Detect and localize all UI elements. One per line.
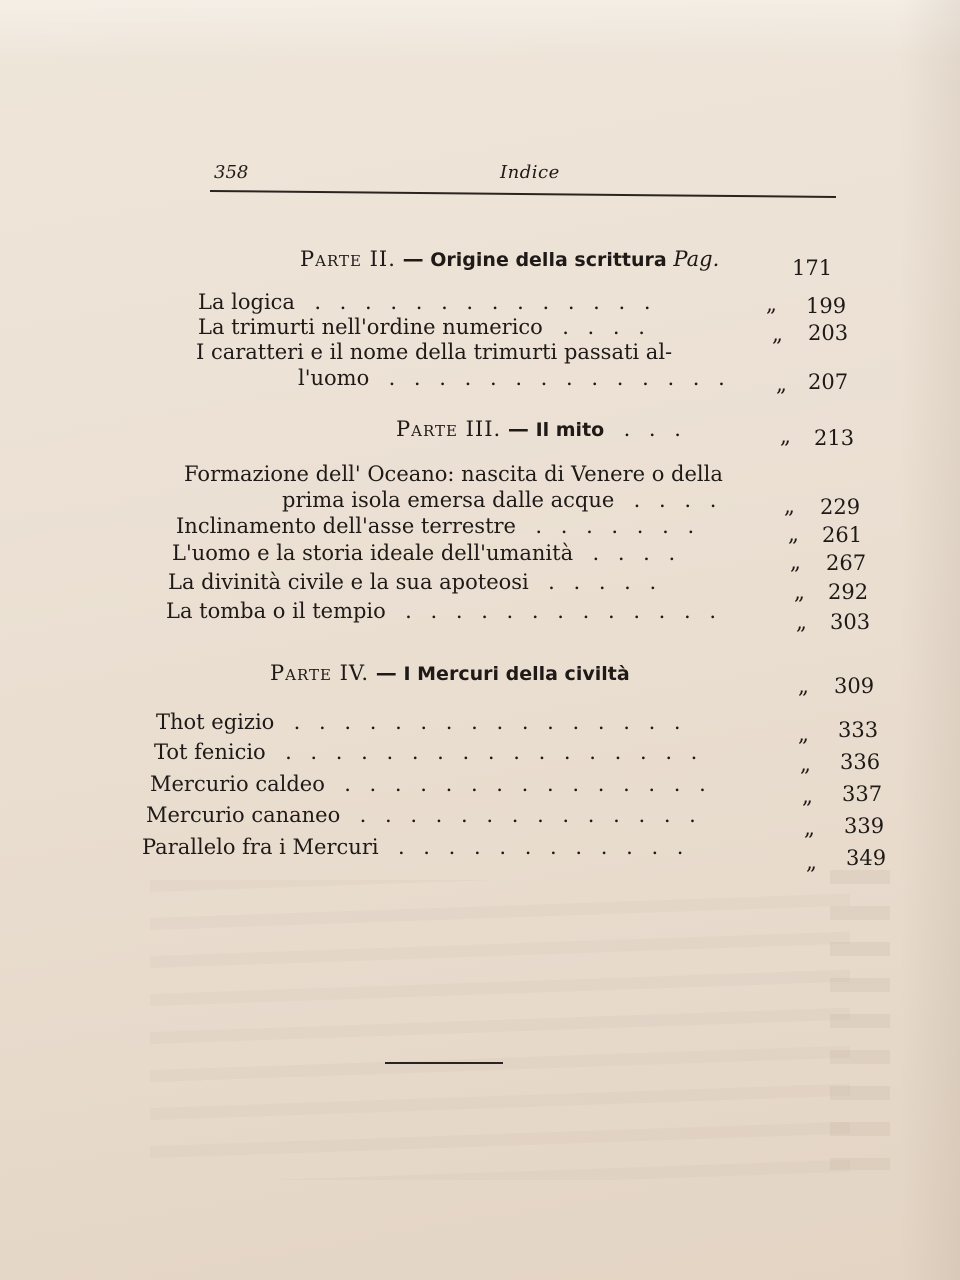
ditto-mark: „	[776, 372, 787, 396]
entry-title: La logica	[198, 290, 295, 314]
ditto-mark: „	[784, 494, 795, 518]
leader-dots: . . . . .	[535, 570, 663, 594]
entry-page: 261	[822, 523, 863, 547]
entry-page: 339	[844, 814, 885, 838]
leader-dots: . . . .	[579, 541, 682, 565]
ditto-mark: „	[794, 580, 805, 604]
entry-title-cont: prima isola emersa dalle acque	[282, 488, 615, 512]
entry-title: La divinità civile e la sua apoteosi	[168, 570, 529, 594]
entry-title: La trimurti nell'ordine numerico	[198, 315, 543, 339]
show-through-texture	[150, 880, 850, 1180]
entry-page: 199	[806, 294, 847, 318]
entry-page: 303	[830, 610, 871, 634]
toc-entry	[146, 803, 702, 827]
part-page: 213	[814, 426, 855, 450]
ditto-mark: „	[802, 784, 813, 808]
leader-dots: . . . .	[621, 488, 723, 512]
entry-page: 333	[838, 718, 879, 742]
part-heading	[270, 660, 630, 685]
closing-rule	[385, 1062, 503, 1064]
ditto-mark: „	[772, 322, 783, 346]
entry-title: Mercurio caldeo	[150, 772, 325, 796]
leader-dots: . . .	[610, 417, 687, 441]
header-rule	[210, 190, 836, 198]
part-dash: —	[402, 246, 424, 271]
leader-dots: . . . . . . .	[522, 514, 701, 538]
ditto-mark: „	[788, 522, 799, 546]
leader-dots: . . . . . . . . . . . . . . . . .	[272, 740, 704, 764]
leader-dots: . . . . . . . . . . . . .	[392, 599, 723, 623]
entry-page: 337	[842, 782, 883, 806]
part-page: 309	[834, 674, 875, 698]
page-number: 358	[214, 162, 249, 183]
leader-dots: . . . . . . . . . . . . . .	[301, 290, 657, 314]
page-highlight	[0, 0, 960, 60]
toc-entry	[198, 315, 651, 339]
page-shadow	[900, 0, 960, 1280]
entry-title: Mercurio cananeo	[146, 803, 341, 827]
ditto-mark: „	[804, 816, 815, 840]
pag-label: Pag.	[673, 247, 720, 271]
ditto-mark: „	[798, 722, 809, 746]
toc-entry	[184, 462, 723, 486]
entry-title: I caratteri e il nome della trimurti passati al-	[196, 340, 673, 364]
entry-title: Tot fenicio	[154, 740, 266, 764]
toc-entry	[198, 290, 657, 314]
entry-title: L'uomo e la storia ideale dell'umanità	[172, 541, 574, 565]
part-heading	[300, 246, 719, 271]
part-title: Origine della scrittura	[430, 249, 667, 271]
ditto-mark: „	[798, 674, 809, 698]
toc-entry	[142, 835, 689, 859]
entry-title-cont: l'uomo	[298, 366, 370, 390]
toc-entry	[156, 710, 687, 734]
leader-dots: . . . . . . . . . . . . . . .	[331, 772, 712, 796]
leader-dots: . . . . . . . . . . . . . .	[346, 803, 702, 827]
toc-entry	[150, 772, 712, 796]
entry-page: 292	[828, 580, 869, 604]
toc-entry	[176, 514, 700, 538]
leader-dots: . . . . . . . . . . . . . . . .	[281, 710, 687, 734]
part-label: Parte II.	[300, 247, 396, 271]
leader-dots: . . . . . . . . . . . .	[385, 835, 690, 859]
toc-entry	[168, 570, 662, 594]
entry-page: 203	[808, 321, 849, 345]
ditto-mark: „	[806, 850, 817, 874]
part-label: Parte III.	[396, 417, 502, 441]
toc-entry	[172, 541, 681, 565]
ditto-mark: „	[796, 610, 807, 634]
entry-page: 349	[846, 846, 887, 870]
entry-page: 336	[840, 750, 881, 774]
toc-entry	[154, 740, 703, 764]
part-label: Parte IV.	[270, 661, 370, 685]
ditto-mark: „	[790, 550, 801, 574]
part-title: I Mercuri della civiltà	[403, 663, 630, 685]
toc-entry-continued	[282, 488, 722, 512]
toc-entry	[166, 599, 722, 623]
part-dash: —	[507, 416, 529, 441]
ditto-mark: „	[780, 424, 791, 448]
entry-title: La tomba o il tempio	[166, 599, 386, 623]
leader-dots: . . . .	[549, 315, 651, 339]
entry-page: 207	[808, 370, 849, 394]
entry-title: Parallelo fra i Mercuri	[142, 835, 379, 859]
entry-page: 229	[820, 495, 861, 519]
entry-title: Thot egizio	[156, 710, 275, 734]
leader-dots: . . . . . . . . . . . . . .	[375, 366, 731, 390]
running-title: Indice	[500, 162, 560, 183]
part-title: Il mito	[535, 419, 605, 441]
ditto-mark: „	[766, 292, 777, 316]
part-page: 171	[792, 256, 833, 280]
entry-page: 267	[826, 551, 867, 575]
toc-entry-continued	[298, 366, 731, 390]
part-dash: —	[375, 660, 397, 685]
entry-title: Inclinamento dell'asse terrestre	[176, 514, 516, 538]
ditto-mark: „	[800, 752, 811, 776]
entry-title: Formazione dell' Oceano: nascita di Venere o della	[184, 462, 723, 486]
toc-entry	[196, 340, 672, 364]
part-heading	[396, 416, 687, 441]
